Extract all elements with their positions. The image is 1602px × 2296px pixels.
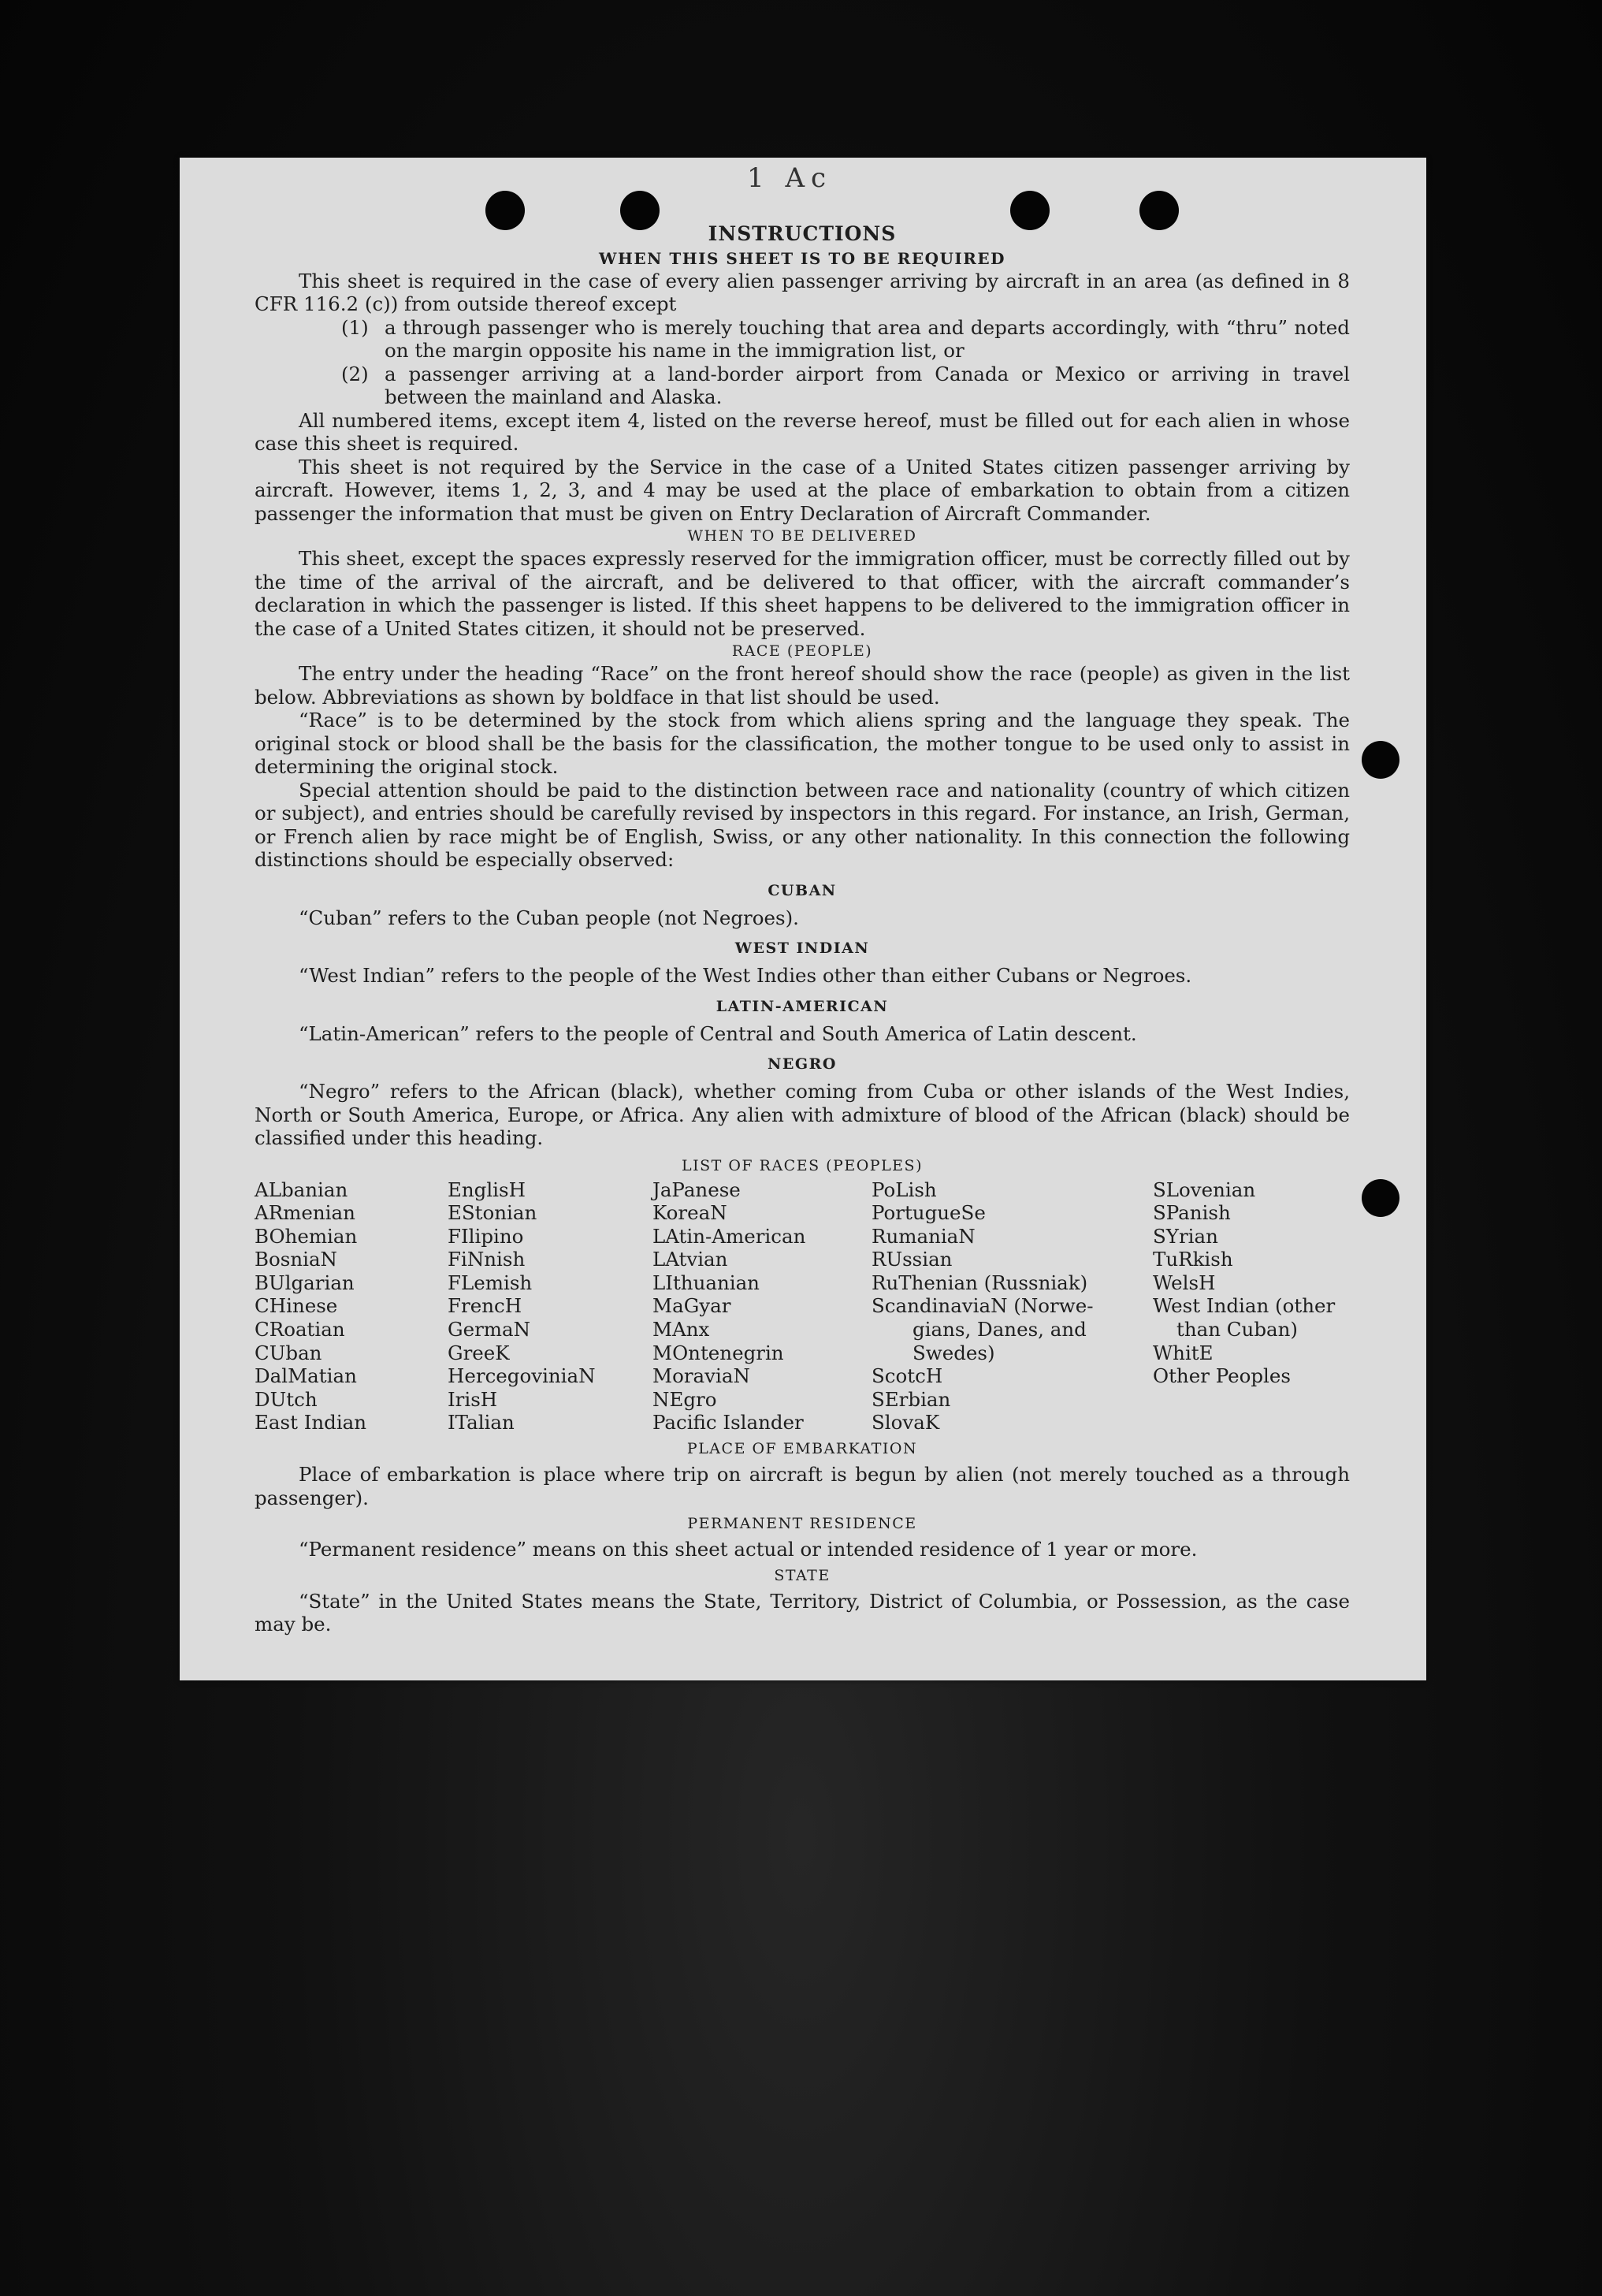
- race-entry: MOntenegrin: [652, 1341, 784, 1364]
- race-entry: Pacific Islander: [652, 1411, 804, 1435]
- race-entry: GreeK: [448, 1341, 510, 1364]
- race-column: [448, 1178, 652, 1435]
- race-entry: LAtin-American: [652, 1224, 806, 1248]
- heading-latin-american: LATIN-AMERICAN: [716, 997, 889, 1015]
- paragraph-west-indian: “West Indian” refers to the people of the West Indies other than either Cubans or Negroes.: [299, 964, 1192, 987]
- race-entry: MoraviaN: [652, 1364, 750, 1388]
- race-entry: BOhemian: [255, 1224, 358, 1248]
- paragraph-negro: “Negro” refers to the African (black), whether coming from Cuba or other islands of the West Indies, North or South America, Europe, or Africa. Any alien with admixture of blood of the African (black) should be classified under this heading.: [255, 1080, 1350, 1149]
- heading-negro: NEGRO: [768, 1055, 837, 1073]
- item-number: (2): [341, 362, 369, 385]
- race-entry: GermaN: [448, 1318, 531, 1342]
- race-column: [1153, 1178, 1350, 1435]
- race-entry: CUban: [255, 1341, 322, 1364]
- race-entry: LAtvian: [652, 1248, 728, 1271]
- paragraph-state: “State” in the United States means the State, Territory, District of Columbia, or Possession, as the case may be.: [255, 1589, 1350, 1636]
- paragraph-not-required: This sheet is not required by the Service in the case of a United States citizen passenger arriving by aircraft. However, items 1, 2, 3, and 4 may be used at the place of embarkation to obtain from a citizen passenger the information that must be given on Entry Declaration of Aircraft Commander.: [255, 455, 1350, 525]
- paragraph-race-3: Special attention should be paid to the distinction between race and nationality (country of which citizen or subject), and entries should be carefully revised by inspectors in this regard. For instance, an Irish, German, or French alien by race might be of English, Swiss, or any other nationality. In this connection the following distinctions should be especially observed:: [255, 778, 1350, 871]
- race-entry: HercegoviniaN: [448, 1364, 596, 1388]
- race-entry: FrencH: [448, 1294, 522, 1318]
- race-entry: BosniaN: [255, 1248, 337, 1271]
- race-entry: RumaniaN: [872, 1224, 976, 1248]
- race-entry: FIlipino: [448, 1224, 524, 1248]
- punch-hole: [1362, 1179, 1399, 1217]
- paragraph-when-delivered: This sheet, except the spaces expressly reserved for the immigration officer, must be correctly filled out by the time of the arrival of the aircraft, and be delivered to that officer, with the aircraft commander’s declaration in which the passenger is listed. If this sheet happens to be delivered to the immigration officer in the case of a United States citizen, it should not be preserved.: [255, 547, 1350, 640]
- race-list: [255, 1178, 1350, 1435]
- paragraph-latin-american: “Latin-American” refers to the people of Central and South America of Latin descent.: [299, 1021, 1137, 1045]
- race-entry: FLemish: [448, 1271, 533, 1294]
- paragraph-when-required: This sheet is required in the case of every alien passenger arriving by aircraft in an area (as defined in 8 CFR 116.2 (c)) from outside thereof except: [255, 269, 1350, 315]
- race-entry: PortugueSe: [872, 1201, 986, 1225]
- race-entry: PoLish: [872, 1178, 937, 1201]
- race-entry: DalMatian: [255, 1364, 357, 1388]
- exception-item: [341, 363, 1350, 409]
- paragraph-permanent-residence: “Permanent residence” means on this sheet actual or intended residence of 1 year or more.: [299, 1538, 1198, 1561]
- race-column: [255, 1178, 448, 1435]
- race-entry: JaPanese: [652, 1178, 741, 1201]
- race-entry: SYrian: [1153, 1224, 1218, 1248]
- paragraph-race-1: The entry under the heading “Race” on the front hereof should show the race (people) as given in the list below. Abbreviations as shown by boldface in that list should be used.: [255, 662, 1350, 709]
- item-number: (1): [341, 315, 369, 339]
- race-entry: LIthuanian: [652, 1271, 760, 1294]
- race-entry: DUtch: [255, 1387, 318, 1411]
- race-entry: West Indian (other: [1153, 1294, 1336, 1318]
- race-entry: RUssian: [872, 1248, 953, 1271]
- race-entry: IrisH: [448, 1387, 498, 1411]
- race-entry: East Indian: [255, 1411, 367, 1435]
- heading-list-of-races: LIST OF RACES (PEOPLES): [682, 1156, 923, 1174]
- race-entry: BUlgarian: [255, 1271, 355, 1294]
- race-entry: SlovaK: [872, 1411, 940, 1435]
- exception-item: [341, 316, 1350, 363]
- race-entry: ScandinaviaN (Norwe-: [872, 1294, 1094, 1318]
- race-entry-continued: Swedes): [913, 1341, 995, 1364]
- race-entry: SPanish: [1153, 1201, 1231, 1225]
- page-title: INSTRUCTIONS: [708, 222, 897, 245]
- race-entry: TuRkish: [1153, 1248, 1233, 1271]
- paragraph-embarkation: Place of embarkation is place where trip on aircraft is begun by alien (not merely touched as a through passenger).: [255, 1463, 1350, 1509]
- race-entry: CRoatian: [255, 1318, 345, 1342]
- race-entry: SLovenian: [1153, 1178, 1256, 1201]
- race-entry: ITalian: [448, 1411, 515, 1435]
- punch-hole: [1362, 741, 1399, 779]
- race-entry: WhitE: [1153, 1341, 1214, 1364]
- heading-when-delivered: WHEN TO BE DELIVERED: [687, 527, 917, 545]
- item-text: a through passenger who is merely touching that area and departs accordingly, with “thru” noted on the margin opposite his name in the immigration list, or: [385, 315, 1350, 362]
- race-entry: ARmenian: [255, 1201, 355, 1225]
- race-entry: KoreaN: [652, 1201, 727, 1225]
- heading-embarkation: PLACE OF EMBARKATION: [686, 1440, 918, 1458]
- heading-state: STATE: [774, 1566, 831, 1584]
- race-entry: EnglisH: [448, 1178, 526, 1201]
- heading-cuban: CUBAN: [768, 881, 837, 899]
- race-entry: ALbanian: [255, 1178, 348, 1201]
- heading-permanent-residence: PERMANENT RESIDENCE: [687, 1515, 917, 1533]
- race-entry: SErbian: [872, 1387, 951, 1411]
- race-entry: CHinese: [255, 1294, 338, 1318]
- handwritten-mark: 1 Ac: [747, 162, 833, 194]
- race-entry-continued: gians, Danes, and: [913, 1318, 1087, 1342]
- race-entry-continued: than Cuban): [1176, 1318, 1298, 1342]
- item-text: a passenger arriving at a land-border airport from Canada or Mexico or arriving in travel between the mainland and Alaska.: [385, 362, 1350, 408]
- race-entry: EStonian: [448, 1201, 537, 1225]
- race-column: [652, 1178, 872, 1435]
- heading-when-required: WHEN THIS SHEET IS TO BE REQUIRED: [599, 248, 1005, 268]
- race-entry: ScotcH: [872, 1364, 943, 1388]
- heading-west-indian: WEST INDIAN: [734, 940, 870, 957]
- race-entry: WelsH: [1153, 1271, 1216, 1294]
- instruction-sheet: [180, 158, 1426, 1680]
- race-entry: MaGyar: [652, 1294, 731, 1318]
- race-entry: Other Peoples: [1153, 1364, 1291, 1388]
- paragraph-cuban: “Cuban” refers to the Cuban people (not Negroes).: [299, 906, 799, 929]
- paragraph-numbered-items: All numbered items, except item 4, listed on the reverse hereof, must be filled out for each alien in whose case this sheet is required.: [255, 408, 1350, 455]
- race-column: [872, 1178, 1153, 1435]
- race-entry: RuThenian (Russniak): [872, 1271, 1088, 1294]
- race-entry: NEgro: [652, 1387, 717, 1411]
- race-entry: FiNnish: [448, 1248, 526, 1271]
- race-entry: MAnx: [652, 1318, 710, 1342]
- paragraph-race-2: “Race” is to be determined by the stock from which aliens spring and the language they speak. The original stock or blood shall be the basis for the classification, the mother tongue to be used only to assist in determining the original stock.: [255, 709, 1350, 778]
- instructions-content: [255, 222, 1350, 1636]
- heading-race: RACE (PEOPLE): [731, 642, 873, 660]
